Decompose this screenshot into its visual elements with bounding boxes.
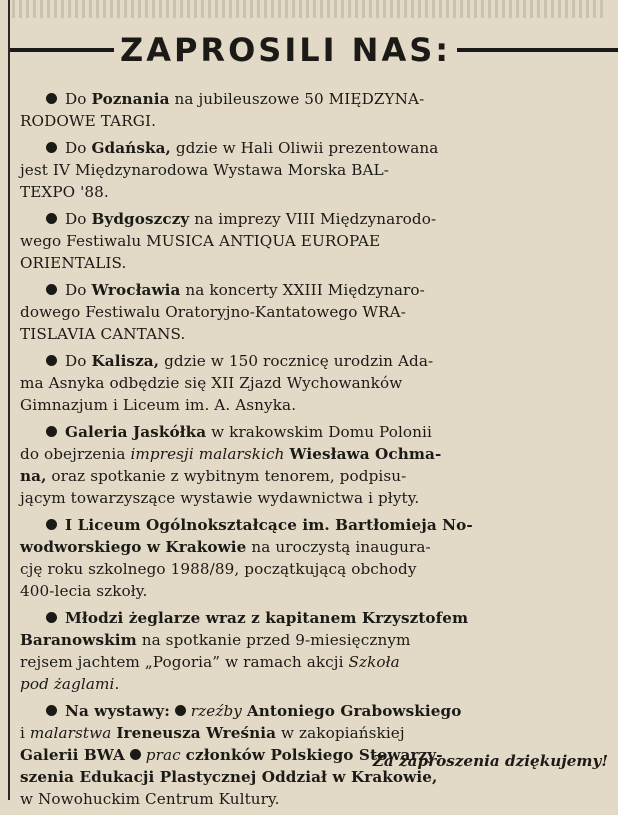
- text-line: [20, 279, 608, 301]
- text-segment: ORIENTALIS.: [20, 254, 127, 272]
- text-segment: na imprezy VIII Międzynarodo-: [189, 210, 437, 228]
- inline-bullet-icon: [130, 749, 141, 760]
- text-segment: Do: [65, 281, 92, 299]
- bullet-icon: [46, 93, 57, 104]
- inline-bullet-icon: [175, 705, 186, 716]
- bullet-icon: [46, 142, 57, 153]
- text-segment: Poznania: [91, 90, 170, 108]
- invitation-item: [20, 607, 608, 695]
- cut-off-text-strip: [12, 0, 606, 18]
- headline-rule-right: [457, 48, 618, 52]
- text-line: [20, 722, 608, 744]
- invitation-item: [20, 350, 608, 416]
- text-segment: impresji malarskich: [130, 445, 285, 463]
- text-line: [20, 372, 608, 394]
- headline-rule-left: [10, 48, 114, 52]
- text-segment: rzeźby: [190, 702, 242, 720]
- text-segment: malarstwa: [29, 724, 112, 742]
- text-line: [20, 607, 608, 629]
- text-segment: wego Festiwalu MUSICA ANTIQUA EUROPAE: [20, 232, 381, 250]
- text-line: [20, 651, 608, 673]
- text-segment: na uroczystą inaugura-: [246, 538, 431, 556]
- text-line: [20, 230, 608, 252]
- text-line: [20, 465, 608, 487]
- invitation-item: [20, 208, 608, 274]
- text-segment: gdzie w Hali Oliwii prezentowana: [170, 139, 439, 157]
- text-segment: Do: [65, 210, 92, 228]
- text-segment: na koncerty XXIII Międzynaro-: [180, 281, 425, 299]
- text-line: [20, 137, 608, 159]
- text-line: [20, 252, 608, 274]
- invitation-item: [20, 514, 608, 602]
- bullet-icon: [46, 284, 57, 295]
- text-line: [20, 487, 608, 509]
- bullet-icon: [46, 355, 57, 366]
- text-line: [20, 394, 608, 416]
- text-line: [20, 673, 608, 695]
- text-segment: I Liceum Ogólnokształcące im. Bartłomieja No-: [65, 516, 473, 534]
- text-segment: Baranowskim: [20, 631, 137, 649]
- text-segment: w zakopiańskiej: [276, 724, 405, 742]
- text-line: [20, 580, 608, 602]
- bullet-icon: [46, 213, 57, 224]
- text-segment: na spotkanie przed 9-miesięcznym: [136, 631, 411, 649]
- text-segment: członków Polskiego Stowarzy-: [185, 746, 443, 764]
- bullet-icon: [46, 705, 57, 716]
- text-segment: 400-lecia szkoły.: [20, 582, 148, 600]
- page-title: ZAPROSILI NAS:: [120, 31, 452, 69]
- text-segment: Wrocławia: [91, 281, 181, 299]
- text-line: [20, 301, 608, 323]
- text-segment: Wiesława Ochma-: [289, 445, 442, 463]
- text-segment: TISLAVIA CANTANS.: [20, 325, 186, 343]
- text-segment: Do: [65, 352, 92, 370]
- text-segment: pod żaglami: [20, 675, 115, 693]
- text-line: [20, 443, 608, 465]
- text-segment: rejsem jachtem „Pogoria” w ramach akcji: [20, 653, 349, 671]
- text-segment: Gdańska,: [91, 139, 171, 157]
- text-segment: wodworskiego w Krakowie: [20, 538, 247, 556]
- text-line: [20, 181, 608, 203]
- text-segment: Antoniego Grabowskiego: [246, 702, 462, 720]
- text-segment: jest IV Międzynarodowa Wystawa Morska BAL-: [20, 161, 389, 179]
- text-segment: .: [114, 675, 120, 693]
- text-segment: gdzie w 150 rocznicę urodzin Ada-: [159, 352, 434, 370]
- text-segment: na,: [20, 467, 47, 485]
- left-border-rule: [8, 0, 10, 800]
- closing-line: Za zaproszenia dziękujemy!: [372, 752, 608, 770]
- text-segment: RODOWE TARGI.: [20, 112, 156, 130]
- text-line: [20, 629, 608, 651]
- invitation-list: [20, 88, 608, 815]
- invitation-item: [20, 421, 608, 509]
- text-segment: Na wystawy:: [65, 702, 170, 720]
- invitation-item: [20, 137, 608, 203]
- text-segment: cję roku szkolnego 1988/89, początkującą obchody: [20, 560, 417, 578]
- text-segment: Do: [65, 139, 92, 157]
- text-segment: i: [20, 724, 30, 742]
- text-line: [20, 421, 608, 443]
- text-segment: TEXPO '88.: [20, 183, 109, 201]
- text-segment: dowego Festiwalu Oratoryjno-Kantatowego WRA-: [20, 303, 406, 321]
- invitation-item: [20, 279, 608, 345]
- text-segment: w Nowohuckim Centrum Kultury.: [20, 790, 280, 808]
- text-segment: szenia Edukacji Plastycznej Oddział w Krakowie,: [20, 768, 438, 786]
- text-segment: jącym towarzyszące wystawie wydawnictwa i płyty.: [20, 489, 420, 507]
- text-segment: Do: [65, 90, 92, 108]
- text-line: [20, 159, 608, 181]
- text-line: [20, 788, 608, 810]
- text-segment: Galeria Jaskółka: [65, 423, 207, 441]
- text-line: [20, 88, 608, 110]
- text-segment: Młodzi żeglarze wraz z kapitanem Krzysztofem: [65, 609, 469, 627]
- text-segment: Bydgoszczy: [91, 210, 190, 228]
- bullet-icon: [46, 519, 57, 530]
- text-line: [20, 514, 608, 536]
- text-segment: na jubileuszowe 50 MIĘDZYNA-: [169, 90, 425, 108]
- text-line: [20, 558, 608, 580]
- text-segment: ma Asnyka odbędzie się XII Zjazd Wychowanków: [20, 374, 403, 392]
- invitation-item: [20, 88, 608, 132]
- bullet-icon: [46, 612, 57, 623]
- text-segment: Kalisza,: [91, 352, 160, 370]
- bullet-icon: [46, 426, 57, 437]
- text-line: [20, 700, 608, 722]
- text-line: [20, 323, 608, 345]
- text-line: [20, 110, 608, 132]
- text-segment: prac: [145, 746, 181, 764]
- text-segment: oraz spotkanie z wybitnym tenorem, podpisu-: [46, 467, 407, 485]
- text-line: [20, 208, 608, 230]
- text-segment: do obejrzenia: [20, 445, 131, 463]
- text-line: [20, 536, 608, 558]
- text-segment: Ireneusza Wreśnia: [116, 724, 277, 742]
- text-segment: Galerii BWA: [20, 746, 125, 764]
- text-segment: w krakowskim Domu Polonii: [206, 423, 432, 441]
- headline: [10, 30, 618, 70]
- text-segment: Gimnazjum i Liceum im. A. Asnyka.: [20, 396, 297, 414]
- text-segment: Szkoła: [348, 653, 400, 671]
- text-line: [20, 350, 608, 372]
